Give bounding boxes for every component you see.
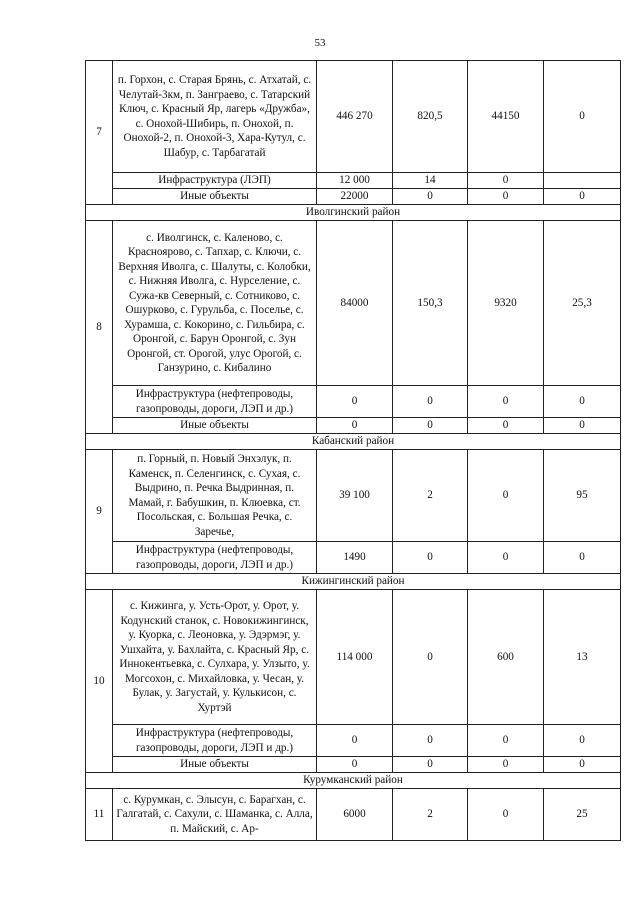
value-cell: 820,5	[393, 61, 468, 173]
value-cell: 0	[393, 757, 468, 773]
value-cell: 0	[544, 542, 621, 574]
value-cell: 0	[393, 386, 468, 418]
table-row	[86, 542, 621, 574]
table-row	[86, 173, 621, 189]
value-cell: 0	[317, 418, 393, 434]
settlements-cell: Инфраструктура (нефтепроводы, газопроводы, дороги, ЛЭП и др.)	[113, 542, 317, 574]
value-cell: 12 000	[317, 173, 393, 189]
value-cell: 0	[544, 386, 621, 418]
settlements-cell: Иные объекты	[113, 189, 317, 205]
value-cell: 44150	[468, 61, 544, 173]
settlements-cell: Инфраструктура (нефтепроводы, газопроводы, дороги, ЛЭП и др.)	[113, 725, 317, 757]
region-header-row	[86, 773, 621, 789]
table-row	[86, 725, 621, 757]
region-header-row	[86, 434, 621, 450]
value-cell: 39 100	[317, 450, 393, 542]
value-cell: 25,3	[544, 221, 621, 386]
region-name: Кижингинский район	[86, 574, 621, 590]
value-cell: 0	[544, 418, 621, 434]
value-cell: 446 270	[317, 61, 393, 173]
value-cell: 0	[393, 725, 468, 757]
value-cell: 2	[393, 450, 468, 542]
settlements-cell: Иные объекты	[113, 418, 317, 434]
settlements-cell: п. Горхон, с. Старая Брянь, с. Атхатай, с. Челутай-3км, п. Занграево, с. Татарский Ключ, с. Красный Яр, лагерь «Дружба», с. Онохой-Шибирь, п. Онохой, п. Онохой-2, п. Онохой-3, Хара-Кутул, с. Шабур, с. Тарбагатай	[113, 61, 317, 173]
value-cell: 0	[468, 173, 544, 189]
table-row	[86, 789, 621, 841]
region-header-row	[86, 574, 621, 590]
settlements-cell: Инфраструктура (нефтепроводы, газопроводы, дороги, ЛЭП и др.)	[113, 386, 317, 418]
value-cell: 0	[468, 542, 544, 574]
value-cell: 0	[544, 189, 621, 205]
value-cell	[544, 173, 621, 189]
value-cell: 6000	[317, 789, 393, 841]
value-cell: 0	[468, 757, 544, 773]
row-index: 7	[86, 61, 113, 205]
value-cell: 95	[544, 450, 621, 542]
value-cell: 600	[468, 590, 544, 725]
value-cell: 0	[317, 757, 393, 773]
value-cell: 150,3	[393, 221, 468, 386]
table-row	[86, 450, 621, 542]
value-cell: 0	[393, 189, 468, 205]
table-row	[86, 221, 621, 386]
table-row	[86, 590, 621, 725]
value-cell: 0	[317, 386, 393, 418]
row-index: 11	[86, 789, 113, 841]
value-cell: 0	[544, 757, 621, 773]
table-row	[86, 757, 621, 773]
value-cell: 0	[468, 789, 544, 841]
value-cell: 2	[393, 789, 468, 841]
settlements-cell: п. Горный, п. Новый Энхэлук, п. Каменск, п. Селенгинск, с. Сухая, с. Выдрино, п. Речка Выдринная, п. Мамай, г. Бабушкин, п. Клюевка, ст. Посольская, с. Большая Речка, с. Заречье,	[113, 450, 317, 542]
value-cell: 114 000	[317, 590, 393, 725]
value-cell: 1490	[317, 542, 393, 574]
value-cell: 0	[393, 590, 468, 725]
value-cell: 84000	[317, 221, 393, 386]
value-cell: 25	[544, 789, 621, 841]
territory-table	[85, 60, 621, 841]
value-cell: 0	[468, 386, 544, 418]
value-cell: 13	[544, 590, 621, 725]
table-row	[86, 386, 621, 418]
value-cell: 9320	[468, 221, 544, 386]
value-cell: 0	[468, 450, 544, 542]
region-name: Иволгинский район	[86, 205, 621, 221]
value-cell: 0	[317, 725, 393, 757]
settlements-cell: Иные объекты	[113, 757, 317, 773]
row-index: 9	[86, 450, 113, 574]
settlements-cell: с. Иволгинск, с. Каленово, с. Красноярово, с. Тапхар, с. Ключи, с. Верхняя Иволга, с. Шалуты, с. Колобки, с. Нижняя Иволга, с. Нурселение, с. Сужа-кв Северный, с. Сотниково, с. Ошурково, с. Гурульба, с. Поселье, с. Хурамша, с. Кокорино, с. Гильбира, с. Оронгой, с. Барун Оронгой, с. Зун Оронгой, ст. Орогой, улус Орогой, с. Ганзурино, с. Кибалино	[113, 221, 317, 386]
value-cell: 14	[393, 173, 468, 189]
table-row	[86, 189, 621, 205]
value-cell: 0	[468, 725, 544, 757]
table-row	[86, 61, 621, 173]
settlements-cell: Инфраструктура (ЛЭП)	[113, 173, 317, 189]
table-row	[86, 418, 621, 434]
region-name: Кабанский район	[86, 434, 621, 450]
value-cell: 0	[468, 418, 544, 434]
settlements-cell: с. Кижинга, у. Усть-Орот, у. Орот, у. Кодунский станок, с. Новокижингинск, у. Куорка, с. Леоновка, у. Эдэрмэг, у. Ушхайта, у. Бахлайта, с. Красный Яр, с. Иннокентьевка, с. Сулхара, у. Улзыто, у. Могсохон, с. Михайловка, у. Чесан, у. Булак, у. Загустай, у. Кулькисон, с. Хуртэй	[113, 590, 317, 725]
region-name: Курумканский район	[86, 773, 621, 789]
value-cell: 0	[393, 418, 468, 434]
value-cell: 0	[393, 542, 468, 574]
page-number: 53	[314, 37, 326, 49]
row-index: 10	[86, 590, 113, 773]
value-cell: 22000	[317, 189, 393, 205]
value-cell: 0	[544, 61, 621, 173]
settlements-cell: с. Курумкан, с. Элысун, с. Барагхан, с. Галгатай, с. Сахули, с. Шаманка, с. Алла, п. Майский, с. Ар-	[113, 789, 317, 841]
value-cell: 0	[468, 189, 544, 205]
value-cell: 0	[544, 725, 621, 757]
row-index: 8	[86, 221, 113, 434]
region-header-row	[86, 205, 621, 221]
